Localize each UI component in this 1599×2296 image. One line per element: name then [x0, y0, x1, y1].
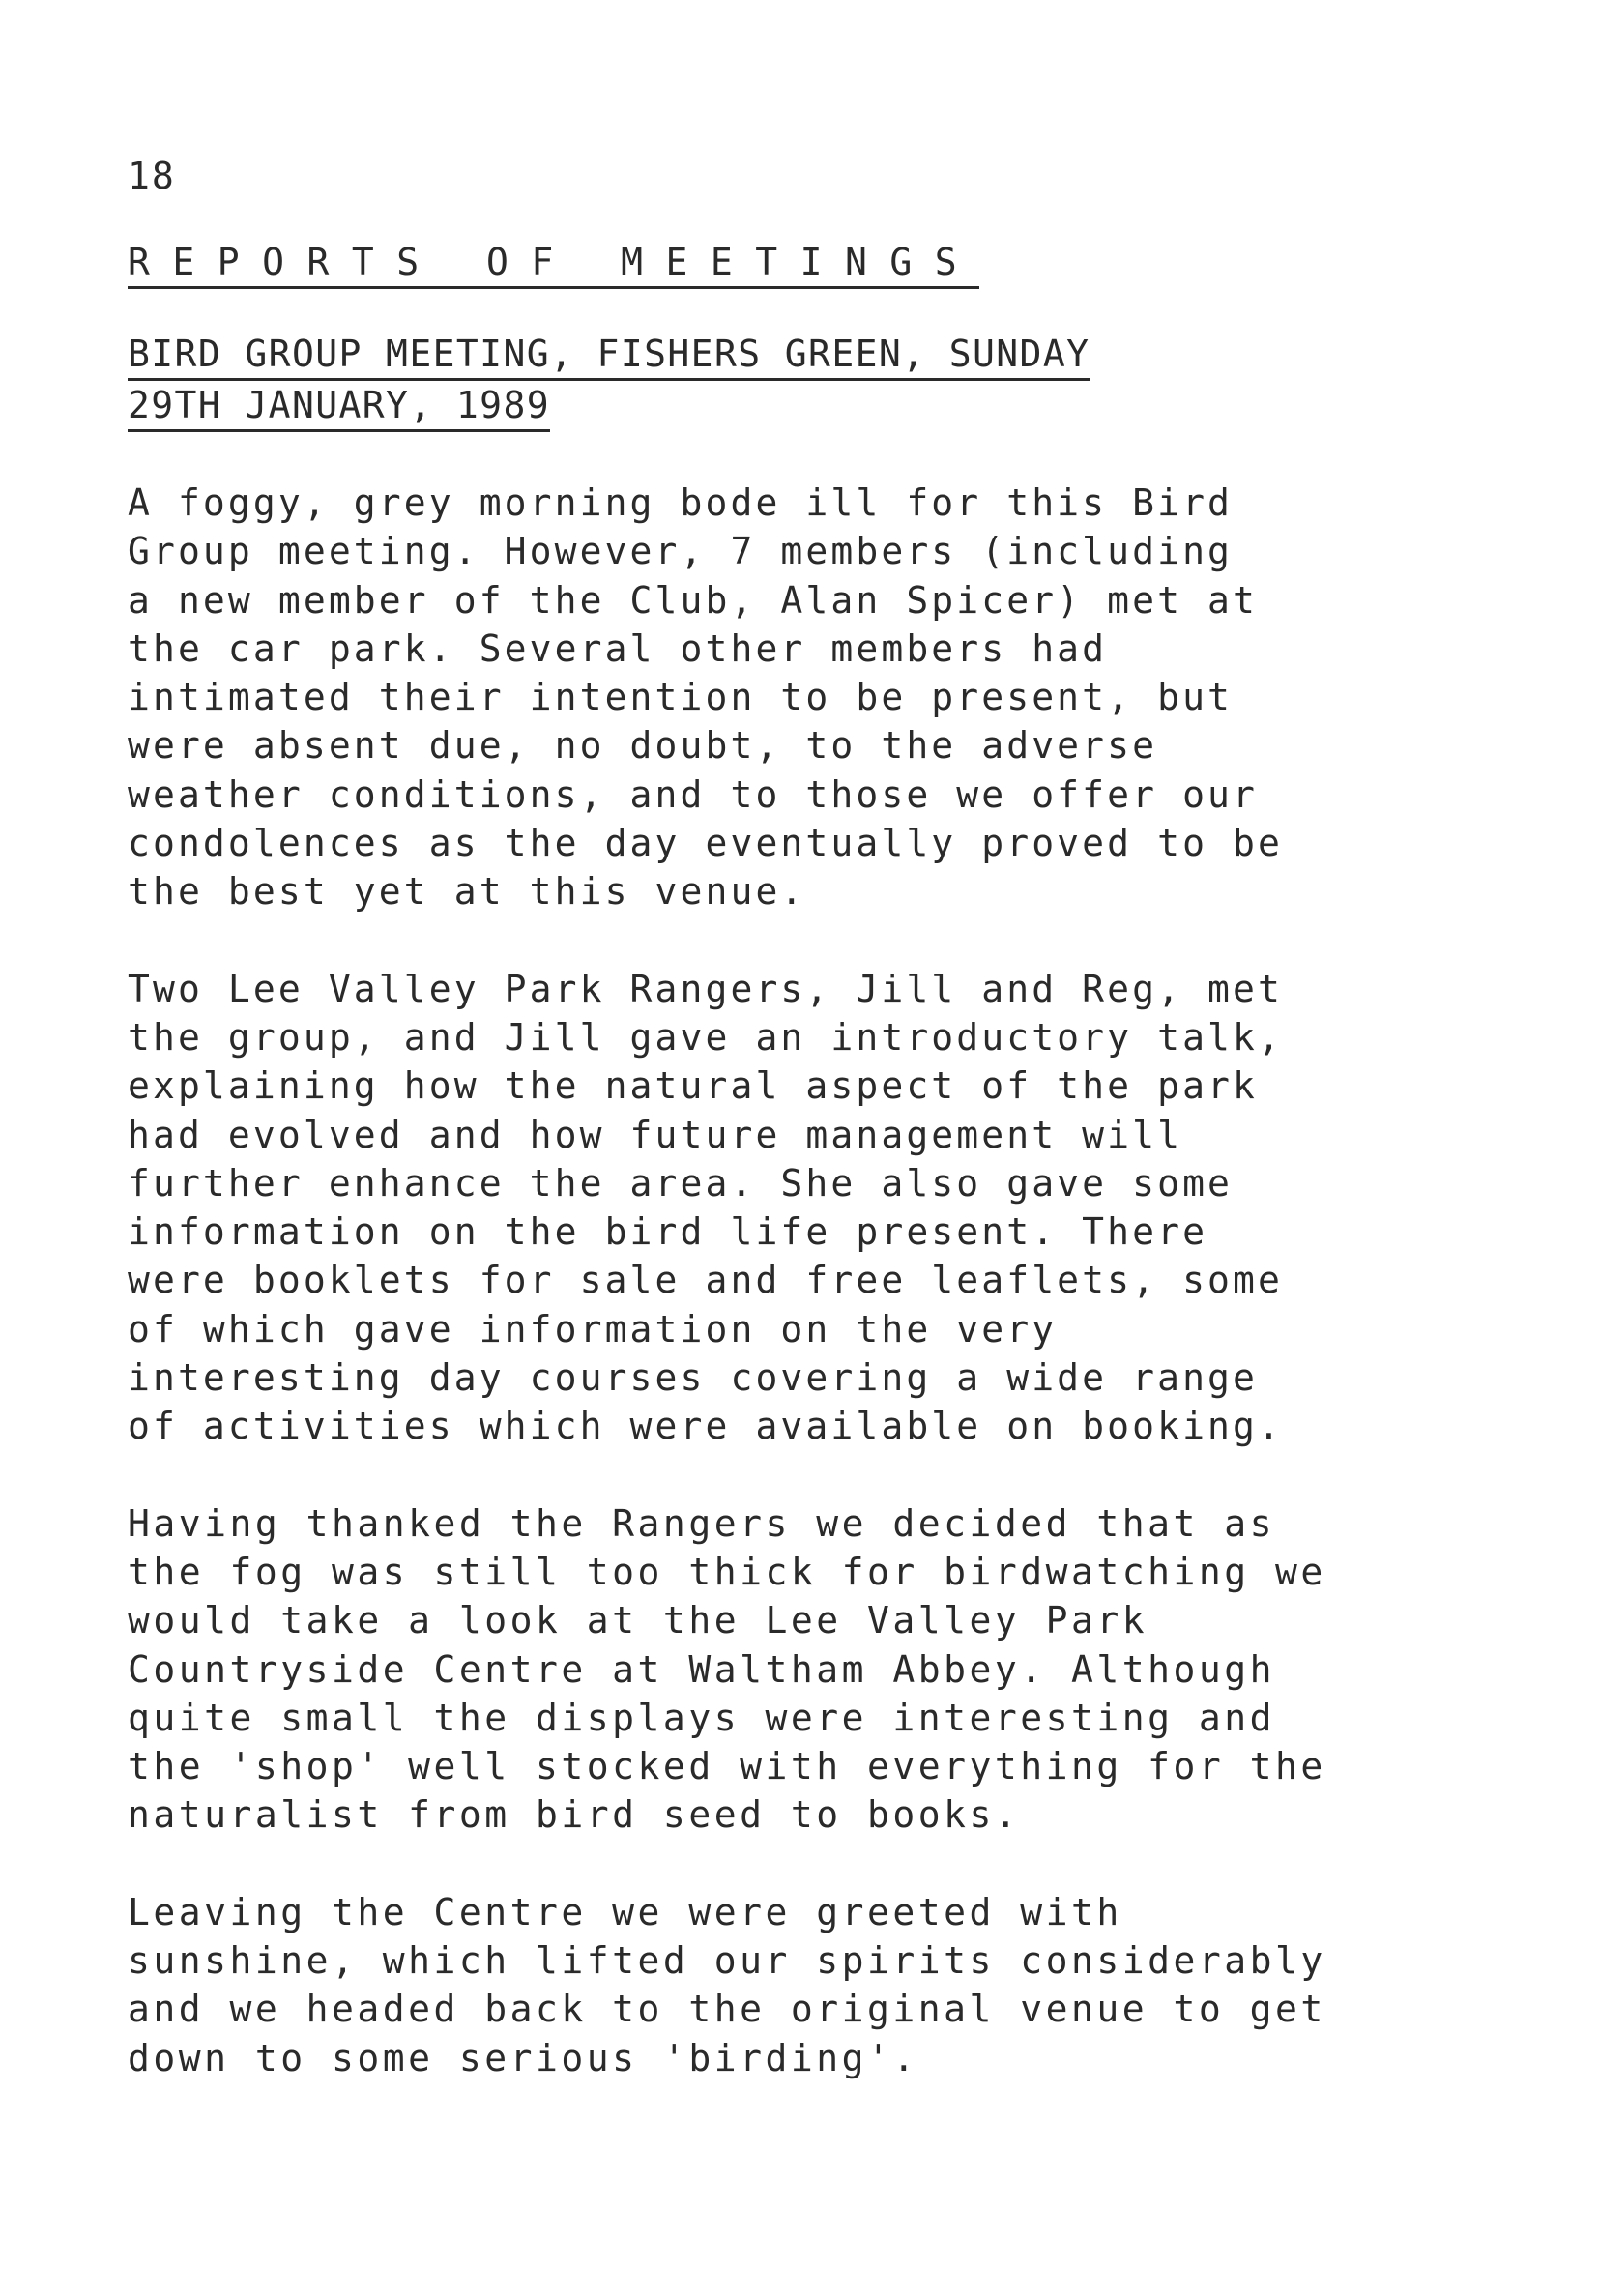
meeting-heading-line-1: BIRD GROUP MEETING, FISHERS GREEN, SUNDAY	[128, 330, 1090, 381]
report-paragraph-1: A foggy, grey morning bode ill for this Bird Group meeting. However, 7 members (including a new member of the Club, Alan Spicer) met at the car park. Several other members had intimated their intention to be present, but were absent due, no doubt, to the adverse weather conditions, and to those we offer our condolences as the day eventually proved to be the best yet at this venue.	[128, 481, 1283, 914]
page-content	[128, 155, 1500, 2131]
meeting-heading-line-2: 29TH JANUARY, 1989	[128, 381, 550, 432]
page-number: 18	[128, 155, 176, 197]
section-title: REPORTS OF MEETINGS	[128, 240, 979, 289]
meeting-heading	[128, 330, 1500, 432]
report-paragraph-4: Leaving the Centre we were greeted with sunshine, which lifted our spirits considerably and we headed back to the original venue to get down to some serious 'birding'.	[128, 1890, 1326, 2079]
report-paragraph-2: Two Lee Valley Park Rangers, Jill and Reg, met the group, and Jill gave an introductory talk, explaining how the natural aspect of the park had evolved and how future management will further enhance the area. She also gave some information on the bird life present. There were booklets for sale and free leaflets, some of which gave information on the very interesting day courses covering a wide range of activities which were available on booking.	[128, 967, 1283, 1448]
report-paragraph-3: Having thanked the Rangers we decided that as the fog was still too thick for birdwatching we would take a look at the Lee Valley Park Countryside Centre at Waltham Abbey. Although quite small the displays were interesting and the 'shop' well stocked with everything for the naturalist from bird seed to books.	[128, 1501, 1326, 1837]
